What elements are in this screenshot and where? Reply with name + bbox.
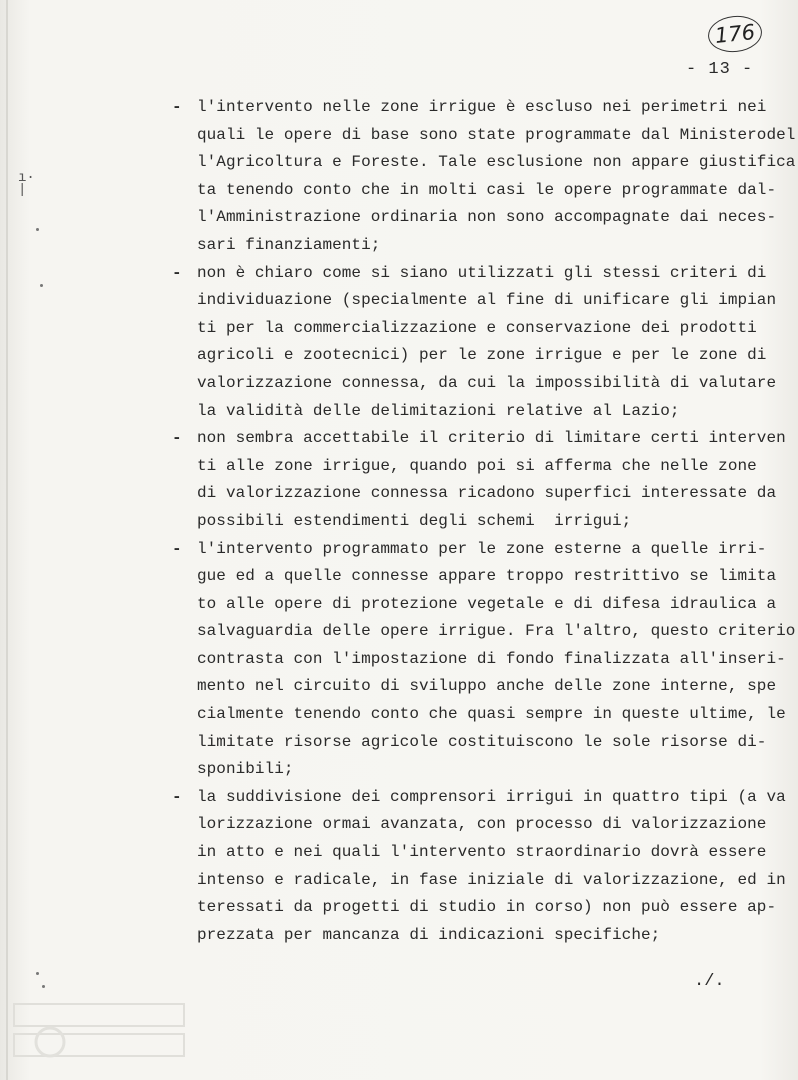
body-text xyxy=(172,94,796,949)
bullet-item xyxy=(172,425,786,535)
text-line: la validità delle delimitazioni relative al Lazio; xyxy=(197,401,680,420)
speck xyxy=(40,284,43,287)
text-line: lorizzazione ormai avanzata, con processo di valorizzazione xyxy=(197,815,767,834)
bullet-item xyxy=(172,260,777,426)
speck xyxy=(36,228,39,231)
text-line: l'intervento nelle zone irrigue è escluso nei perimetri nei xyxy=(197,98,767,116)
text-line: contrasta con l'impostazione di fondo finalizzata all'inseri- xyxy=(197,649,786,668)
text-line: sari finanziamenti; xyxy=(197,235,381,254)
page-number: - 13 - xyxy=(686,60,754,79)
text-line: di valorizzazione connessa ricadono superfici interessate da xyxy=(197,484,777,503)
text-line: non è chiaro come si siano utilizzati gli stessi criteri di xyxy=(197,263,767,282)
watermark-logo xyxy=(10,996,190,1066)
bullet-item xyxy=(172,784,786,950)
text-line: individuazione (specialmente al fine di unificare gli impian xyxy=(197,291,777,310)
text-line: salvaguardia delle opere irrigue. Fra l'altro, questo criterio xyxy=(197,622,796,641)
text-line: valorizzazione connessa, da cui la impossibilità di valutare xyxy=(197,373,777,392)
text-line: to alle opere di protezione vegetale e di difesa idraulica a xyxy=(197,594,777,613)
bullet-dash: - xyxy=(172,429,182,448)
text-line: prezzata per mancanza di indicazioni specifiche; xyxy=(197,925,661,944)
text-line: quali le opere di base sono state programmate dal Ministerodel xyxy=(197,125,796,144)
text-line: cialmente tenendo conto che quasi sempre in queste ultime, le xyxy=(197,705,786,724)
text-line: non sembra accettabile il criterio di limitare certi interven xyxy=(197,429,786,448)
speck xyxy=(42,985,45,988)
text-line: teressati da progetti di studio in corso) non può essere ap- xyxy=(197,898,777,917)
bullet-dash: - xyxy=(172,787,182,806)
bullet-dash: - xyxy=(172,263,182,282)
document-page: ı· | 176 - 13 - - l'intervento nelle zone irrigue è escluso nei perimetri nei quali le opere di base sono state programmate dal Ministerodel l'Agricoltura e Foreste. Tale esclusione non appare giustifica ta tenendo conto che in molti casi le opere programmate dal- l'Amministrazione ordinaria non sono accompagnate dai neces- sari finanziamenti; - non è chiaro come si siano utilizzati gli stessi criteri di individuazione (specialmente al fine di unificare gli impian ti per la commercializzazione e conservazione dei prodotti agricoli e zootecnici) per le zone irrigue e per le zone di valorizzazione connessa, da cui la impossibilità di valutare la validità delle delimitazioni relative al Lazio; - non sembra accettabile il criterio di limitare certi interven ti alle zone irrigue, quando poi si afferma che nelle zone di valorizzazione connessa ricadono superfici interessate da possibili estendimenti degli schemi irrigui; - l'intervento programmato per le zone esterne a quelle irri- gue ed a quelle connesse appare troppo restrittivo se limita to alle opere di protezione vegetale e di difesa idraulica a salvaguardia delle opere irrigue. Fra l'altro, questo criterio contrasta con l'impostazione di fondo finalizzata all'inseri- mento nel circuito di sviluppo anche delle zone interne, spe cialmente tenendo conto che quasi sempre in queste ultime, le limitate risorse agricole costituiscono le sole risorse di- sponibili; - la suddivisione dei comprensori irrigui in quattro tipi (a va lorizzazione ormai avanzata, con processo di valorizzazione in atto e nei quali l'intervento straordinario dovrà essere intenso e radicale, in fase iniziale di valorizzazione, ed in teressati da progetti di studio in corso) non può essere ap- prezzata per mancanza di indicazioni specifiche; ./. xyxy=(0,0,798,1080)
bullet-dash: - xyxy=(172,98,182,116)
bullet-item xyxy=(172,536,796,784)
text-line: ti per la commercializzazione e conservazione dei prodotti xyxy=(197,318,757,337)
text-line: ti alle zone irrigue, quando poi si afferma che nelle zone xyxy=(197,456,757,475)
page-edge-shadow xyxy=(6,0,8,1080)
text-line: intenso e radicale, in fase iniziale di valorizzazione, ed in xyxy=(197,870,786,889)
archive-watermark xyxy=(10,996,190,1066)
text-line: la suddivisione dei comprensori irrigui in quattro tipi (a va xyxy=(197,787,786,806)
text-line: l'intervento programmato per le zone esterne a quelle irri- xyxy=(197,539,767,558)
text-line: in atto e nei quali l'intervento straordinario dovrà essere xyxy=(197,843,767,862)
text-line: agricoli e zootecnici) per le zone irrigue e per le zone di xyxy=(197,346,767,365)
text-line: sponibili; xyxy=(197,760,294,779)
text-line: mento nel circuito di sviluppo anche delle zone interne, spe xyxy=(197,677,777,696)
text-line: l'Agricoltura e Foreste. Tale esclusione non appare giustifica xyxy=(197,153,796,172)
speck xyxy=(36,972,39,975)
text-line: ta tenendo conto che in molti casi le opere programmate dal- xyxy=(197,180,777,199)
page-stamp: 176 xyxy=(706,13,763,54)
bullet-item xyxy=(172,94,796,260)
text-line: possibili estendimenti degli schemi irrigui; xyxy=(197,511,632,530)
bullet-dash: - xyxy=(172,539,182,558)
text-line: limitate risorse agricole costituiscono le sole risorse di- xyxy=(197,732,767,751)
text-line: l'Amministrazione ordinaria non sono accompagnate dai neces- xyxy=(197,208,777,227)
continuation-mark: ./. xyxy=(694,972,725,991)
text-line: gue ed a quelle connesse appare troppo restrittivo se limita xyxy=(197,567,777,586)
